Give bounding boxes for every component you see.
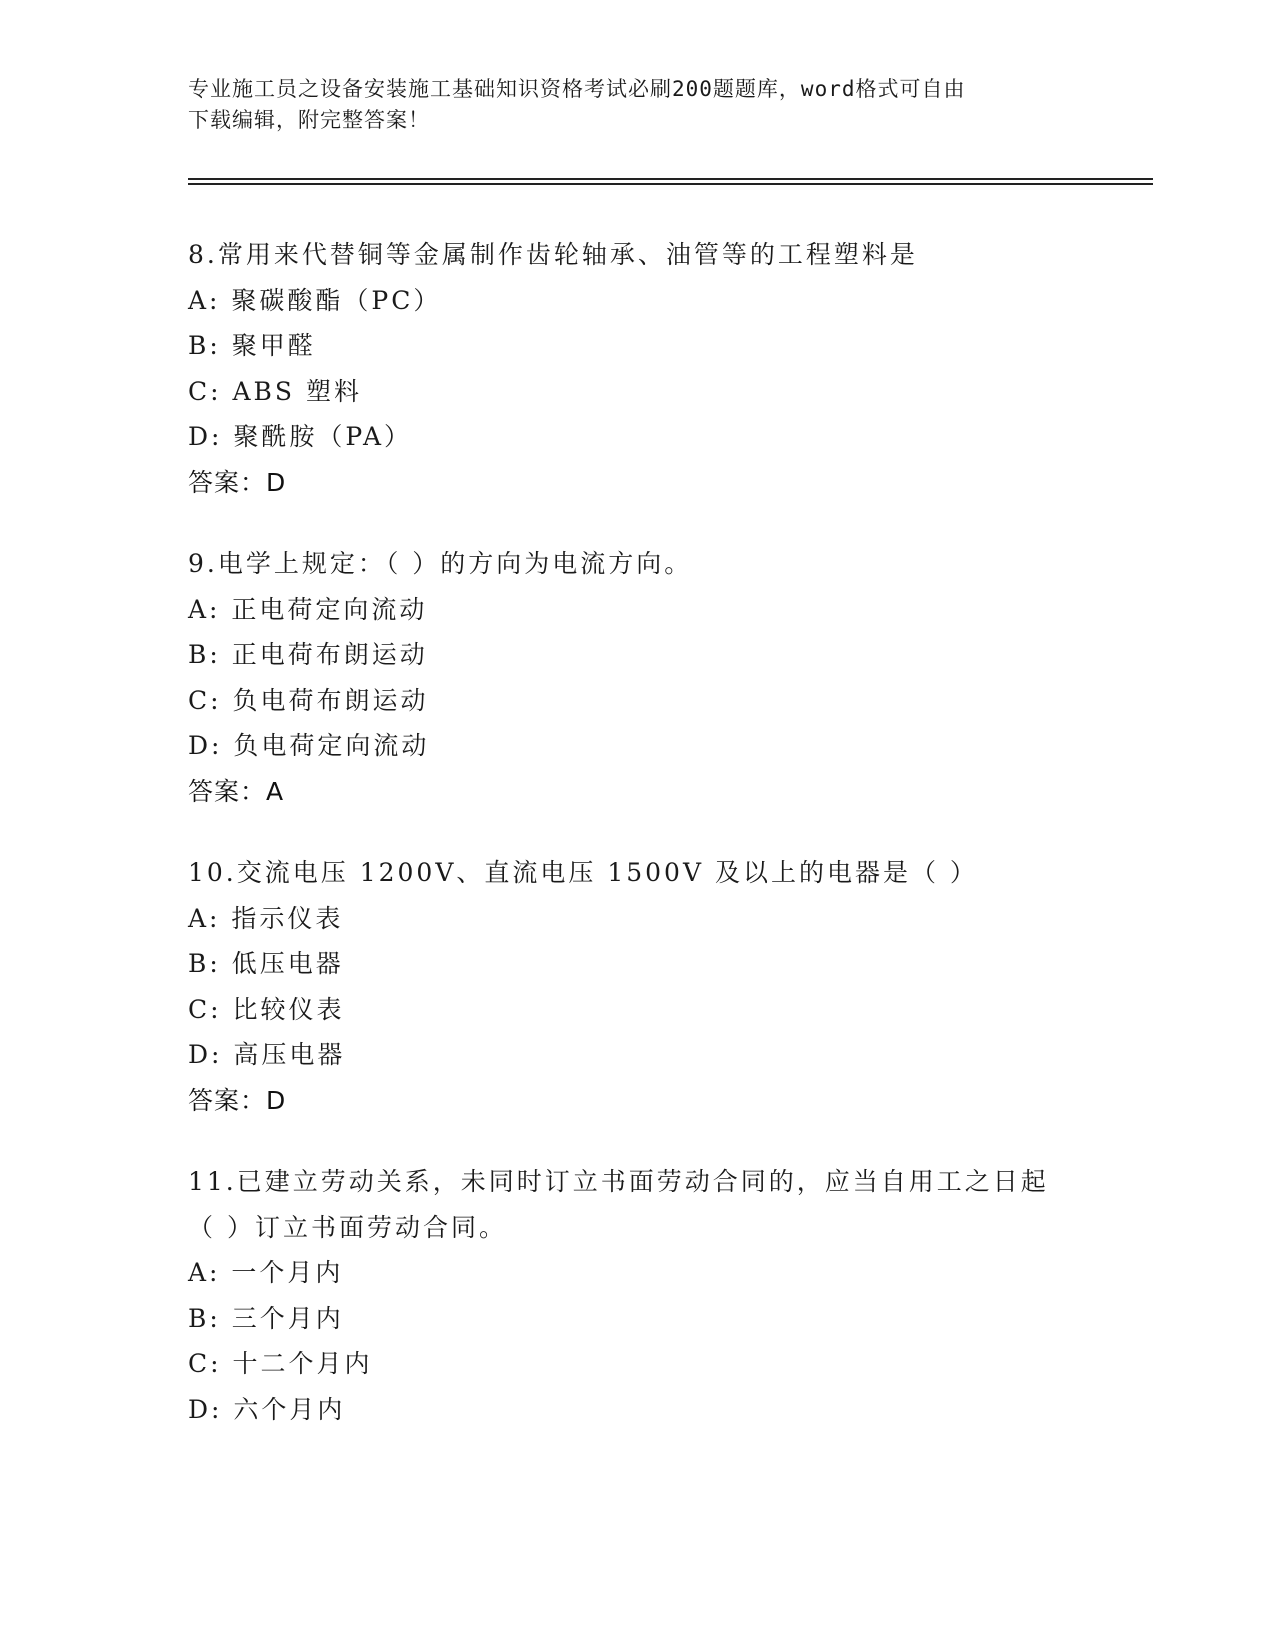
question-9 bbox=[188, 541, 1088, 814]
option-d: D: 聚酰胺（PA） bbox=[188, 422, 412, 451]
header-divider-bottom bbox=[188, 183, 1153, 185]
question-8 bbox=[188, 232, 1088, 505]
question-10 bbox=[188, 850, 1088, 1123]
option-a: A: 正电荷定向流动 bbox=[188, 594, 428, 624]
header-divider-top bbox=[188, 178, 1153, 180]
question-text: 9.电学上规定：（ ）的方向为电流方向。 bbox=[188, 549, 693, 578]
question-text: 10.交流电压 1200V、直流电压 1500V 及以上的电器是（ ） bbox=[188, 858, 978, 887]
header-note bbox=[188, 74, 1088, 136]
option-a: A: 聚碳酸酯（PC） bbox=[188, 285, 442, 315]
answer-line: 答案：D bbox=[188, 467, 287, 497]
header-note-line-2: 下载编辑，附完整答案！ bbox=[188, 108, 430, 132]
option-d: D: 六个月内 bbox=[188, 1394, 346, 1424]
answer-line: 答案：A bbox=[188, 776, 285, 806]
option-a: A: 一个月内 bbox=[188, 1258, 344, 1287]
option-b: B: 三个月内 bbox=[188, 1303, 344, 1333]
option-b: B: 正电荷布朗运动 bbox=[188, 640, 428, 669]
header-note-line-1: 专业施工员之设备安装施工基础知识资格考试必刷200题题库，word格式可自由 bbox=[188, 77, 966, 101]
option-d: D: 负电荷定向流动 bbox=[188, 731, 430, 760]
question-text: 8.常用来代替铜等金属制作齿轮轴承、油管等的工程塑料是 bbox=[188, 240, 918, 269]
answer-line: 答案：D bbox=[188, 1085, 287, 1115]
question-text-line-1: 11.已建立劳动关系，未同时订立书面劳动合同的，应当自用工之日起 bbox=[188, 1167, 1049, 1196]
option-d: D: 高压电器 bbox=[188, 1040, 346, 1069]
option-c: C: 负电荷布朗运动 bbox=[188, 685, 429, 715]
option-c: C: 比较仪表 bbox=[188, 994, 345, 1024]
option-b: B: 聚甲醛 bbox=[188, 331, 316, 360]
option-c: C: ABS 塑料 bbox=[188, 376, 362, 406]
option-c: C: 十二个月内 bbox=[188, 1349, 373, 1378]
question-list bbox=[188, 232, 1088, 1468]
question-11 bbox=[188, 1159, 1088, 1432]
option-a: A: 指示仪表 bbox=[188, 903, 344, 933]
question-text-line-2: （ ）订立书面劳动合同。 bbox=[188, 1212, 507, 1242]
option-b: B: 低压电器 bbox=[188, 949, 344, 978]
